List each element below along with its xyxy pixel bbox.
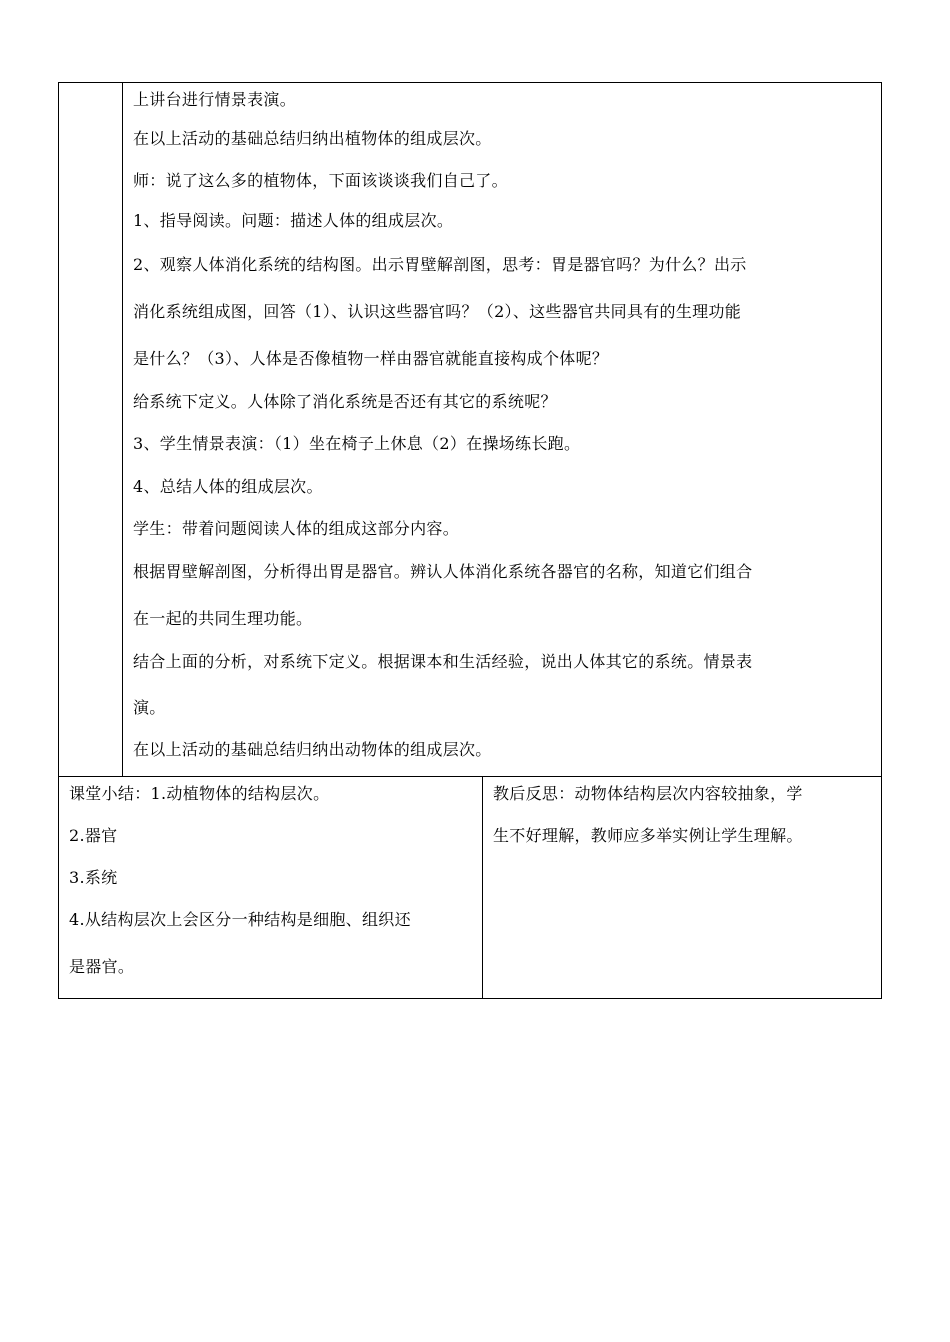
- content-line: 演。: [133, 698, 166, 717]
- reflection-line: 教后反思：动物体结构层次内容较抽象，学: [493, 784, 803, 803]
- summary-line: 4.从结构层次上会区分一种结构是细胞、组织还: [69, 910, 411, 929]
- summary-line: 是器官。: [69, 957, 135, 976]
- content-line: 4、总结人体的组成层次。: [133, 477, 323, 496]
- class-summary-cell: [59, 777, 483, 998]
- summary-line: 课堂小结：1.动植物体的结构层次。: [69, 784, 330, 803]
- content-line: 给系统下定义。人体除了消化系统是否还有其它的系统呢？: [133, 392, 557, 411]
- process-content-cell: [123, 83, 881, 776]
- content-line: 在以上活动的基础总结归纳出植物体的组成层次。: [133, 129, 492, 148]
- content-line: 师：说了这么多的植物体，下面该谈谈我们自己了。: [133, 171, 508, 190]
- content-line: 2、观察人体消化系统的结构图。出示胃壁解剖图，思考：胃是器官吗？为什么？出示: [133, 255, 747, 274]
- reflection-cell: [483, 777, 881, 998]
- process-label-cell: [59, 83, 123, 776]
- lesson-table: [58, 82, 882, 999]
- content-line: 结合上面的分析，对系统下定义。根据课本和生活经验，说出人体其它的系统。情景表: [133, 652, 753, 671]
- content-line: 消化系统组成图，回答（1）、认识这些器官吗？（2）、这些器官共同具有的生理功能: [133, 302, 742, 321]
- process-row: [59, 83, 881, 777]
- reflection-line: 生不好理解，教师应多举实例让学生理解。: [493, 826, 803, 845]
- content-line: 上讲台进行情景表演。: [133, 90, 297, 109]
- summary-line: 2.器官: [69, 826, 118, 845]
- content-line: 根据胃壁解剖图，分析得出胃是器官。辨认人体消化系统各器官的名称，知道它们组合: [133, 562, 753, 581]
- content-line: 在以上活动的基础总结归纳出动物体的组成层次。: [133, 740, 492, 759]
- content-line: 是什么？（3）、人体是否像植物一样由器官就能直接构成个体呢？: [133, 349, 609, 368]
- summary-row: [59, 777, 881, 998]
- content-line: 3、学生情景表演：（1）坐在椅子上休息（2）在操场练长跑。: [133, 434, 581, 453]
- content-line: 1、指导阅读。问题：描述人体的组成层次。: [133, 211, 454, 230]
- content-line: 在一起的共同生理功能。: [133, 609, 313, 628]
- content-line: 学生：带着问题阅读人体的组成这部分内容。: [133, 519, 460, 538]
- summary-line: 3.系统: [69, 868, 118, 887]
